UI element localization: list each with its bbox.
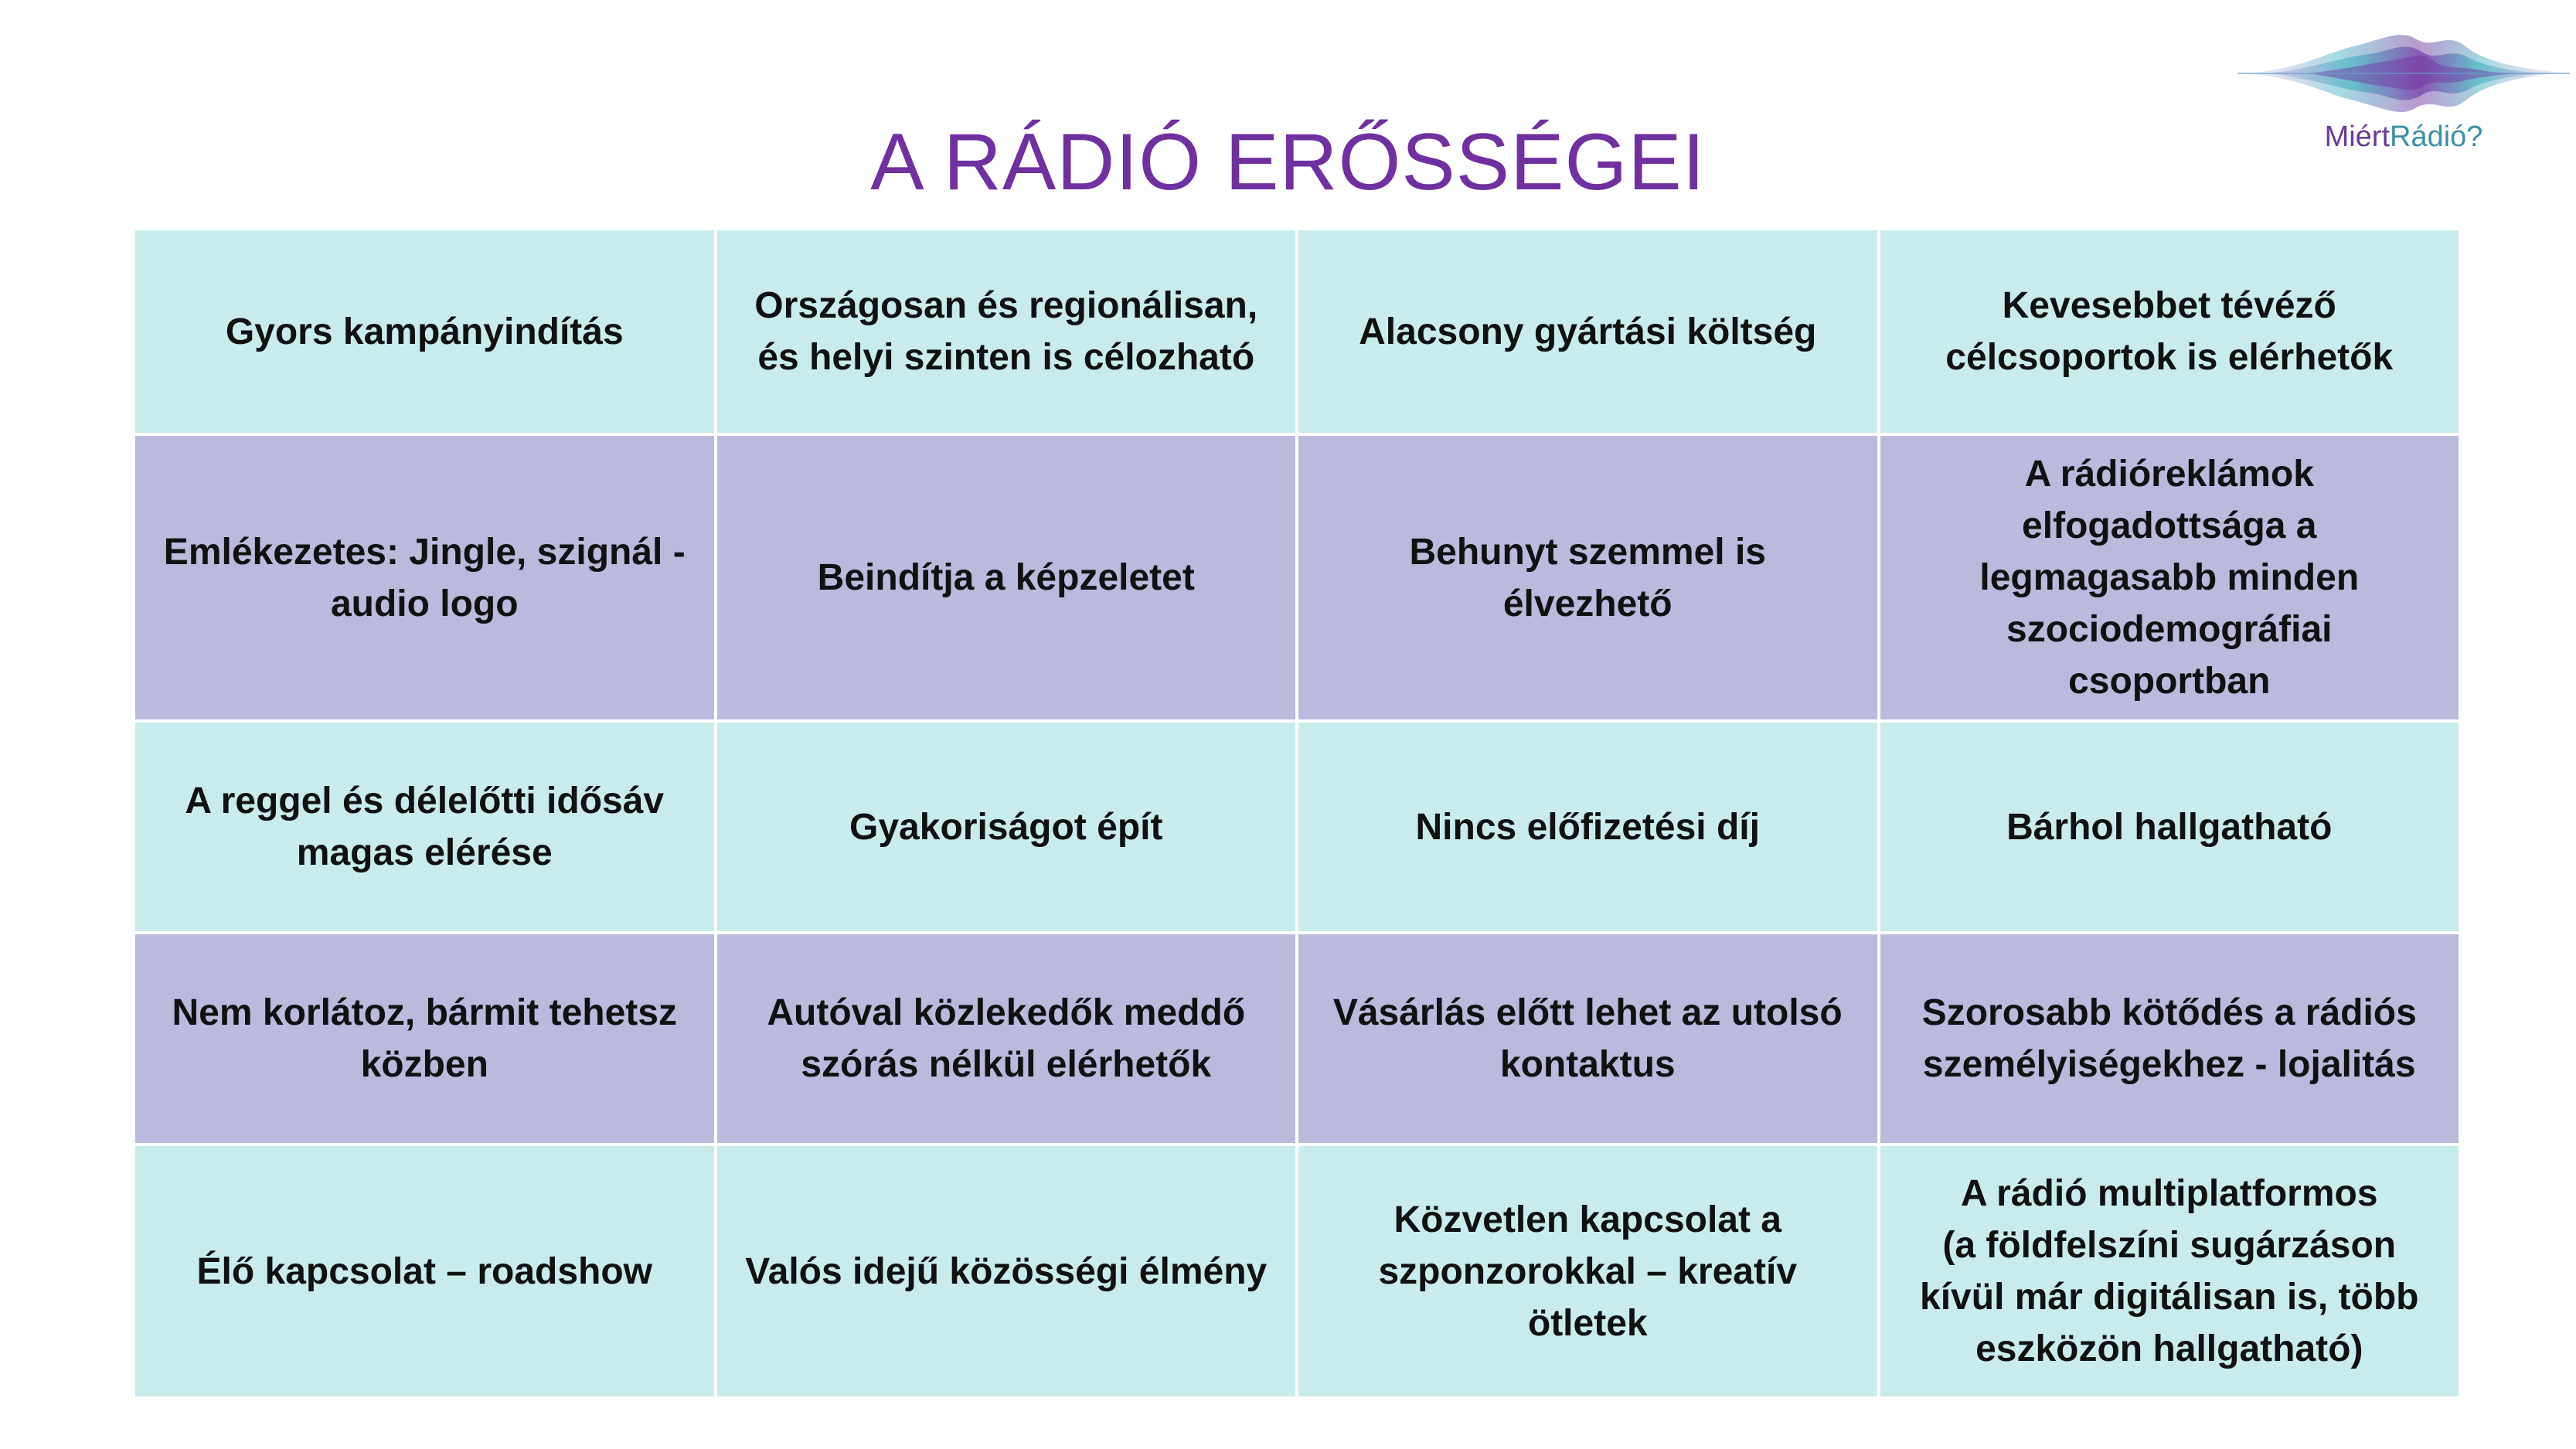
page-title: A RÁDIÓ ERŐSSÉGEI	[870, 117, 1706, 207]
table-cell: Behunyt szemmel is élvezhető	[1298, 436, 1877, 719]
table-cell: Alacsony gyártási költség	[1298, 230, 1877, 433]
table-cell: Gyors kampányindítás	[135, 230, 714, 433]
table-cell: Vásárlás előtt lehet az utolsó kontaktus	[1298, 934, 1877, 1143]
table-cell: Emlékezetes: Jingle, szignál - audio logo	[135, 436, 714, 719]
table-cell: Gyakoriságot épít	[717, 723, 1296, 931]
strengths-table	[135, 230, 2459, 1396]
table-cell: Országosan és regionálisan, és helyi szinten is célozható	[717, 230, 1296, 433]
logo-text-part2: Rádió?	[2390, 121, 2483, 153]
table-cell: Élő kapcsolat – roadshow	[135, 1146, 714, 1396]
table-cell: Bárhol hallgatható	[1880, 723, 2459, 931]
table-cell: Autóval közlekedők meddő szórás nélkül elérhetők	[717, 934, 1296, 1143]
table-cell: Szorosabb kötődés a rádiós személyiségekhez - lojalitás	[1880, 934, 2459, 1143]
table-cell: A rádióreklámok elfogadottsága a legmagasabb minden szociodemográfiai csoportban	[1880, 436, 2459, 719]
table-cell: A reggel és délelőtti idősáv magas elérése	[135, 723, 714, 931]
table-cell: Nincs előfizetési díj	[1298, 723, 1877, 931]
table-cell: Beindítja a képzeletet	[717, 436, 1296, 719]
table-cell: Nem korlátoz, bármit tehetsz közben	[135, 934, 714, 1143]
table-cell: Kevesebbet tévéző célcsoportok is elérhetők	[1880, 230, 2459, 433]
sound-wave-icon	[2237, 23, 2570, 124]
table-cell: A rádió multiplatformos (a földfelszíni sugárzáson kívül már digitálisan is, több eszközön hallgatható)	[1880, 1146, 2459, 1396]
logo-text-part1: Miért	[2324, 121, 2391, 153]
table-cell: Valós idejű közösségi élmény	[717, 1146, 1296, 1396]
table-cell: Közvetlen kapcsolat a szponzorokkal – kreatív ötletek	[1298, 1146, 1877, 1396]
